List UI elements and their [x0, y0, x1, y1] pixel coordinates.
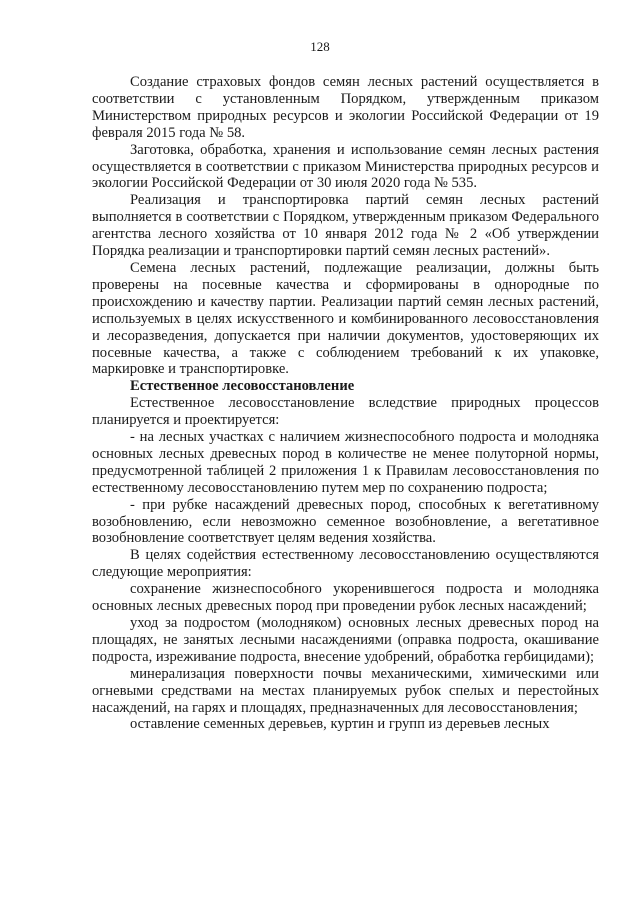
list-item: сохранение жизнеспособного укоренившегося подроста и молодняка основных лесных древесных пород при проведении рубок лесных насаждений;: [92, 581, 599, 615]
list-item: минерализация поверхности почвы механическими, химическими или огневыми средствами на местах планируемых рубок спелых и перестойных насаждений, на гарях и площадях, предназначенных для лесовосстановления;: [92, 665, 599, 716]
paragraph: Создание страховых фондов семян лесных растений осуществляется в соответствии с установленным Порядком, утвержденным приказом Министерством природных ресурсов и экологии Российской Федерации от 19 февраля 2015 года № 58.: [92, 74, 599, 141]
paragraph: Заготовка, обработка, хранения и использование семян лесных растения осуществляется в соответствии с приказом Министерства природных ресурсов и экологии Российской Федерации от 30 июля 2020 года № 535.: [92, 141, 599, 192]
page-number: 128: [310, 39, 330, 54]
paragraph: В целях содействия естественному лесовосстановлению осуществляются следующие мероприятия:: [92, 547, 599, 581]
list-item: - при рубке насаждений древесных пород, способных к вегетативному возобновлению, если невозможно семенное возобновление, а вегетативное возобновление соответствует целям ведения хозяйства.: [92, 496, 599, 547]
paragraph: Семена лесных растений, подлежащие реализации, должны быть проверены на посевные качества и сформированы в однородные по происхождению и качеству партии. Реализации партий семян лесных растений, используемых в целях искусственного и комбинированного лесовосстановления и лесоразведения, допускается при наличии документов, удостоверяющих их посевные качества, а также с соблюдением требований к их упаковке, маркировке и транспортировке.: [92, 259, 599, 378]
paragraph: Реализация и транспортировка партий семян лесных растений выполняется в соответствии с Порядком, утвержденным приказом Федерального агентства лесного хозяйства от 10 января 2012 года № 2 «Об утверждении Порядка реализации и транспортировки партий семян лесных растений».: [92, 192, 599, 260]
list-item: уход за подростом (молодняком) основных лесных древесных пород на площадях, не занятых лесными насаждениями (оправка подроста, окашивание подроста, изреживание подроста, внесение удобрений, обработка гербицидами);: [92, 615, 599, 665]
body-text: [92, 74, 599, 733]
list-item: - на лесных участках с наличием жизнеспособного подроста и молодняка основных лесных древесных пород в количестве не менее полуторной нормы, предусмотренной таблицей 2 приложения 1 к Правилам лесовосстановления по естественному лесовосстановлению путем мер по сохранению подроста;: [92, 429, 599, 496]
paragraph: Естественное лесовосстановление вследствие природных процессов планируется и проектируется:: [92, 395, 599, 429]
section-heading: Естественное лесовосстановление: [130, 378, 355, 395]
list-item: оставление семенных деревьев, куртин и групп из деревьев лесных: [130, 716, 550, 733]
